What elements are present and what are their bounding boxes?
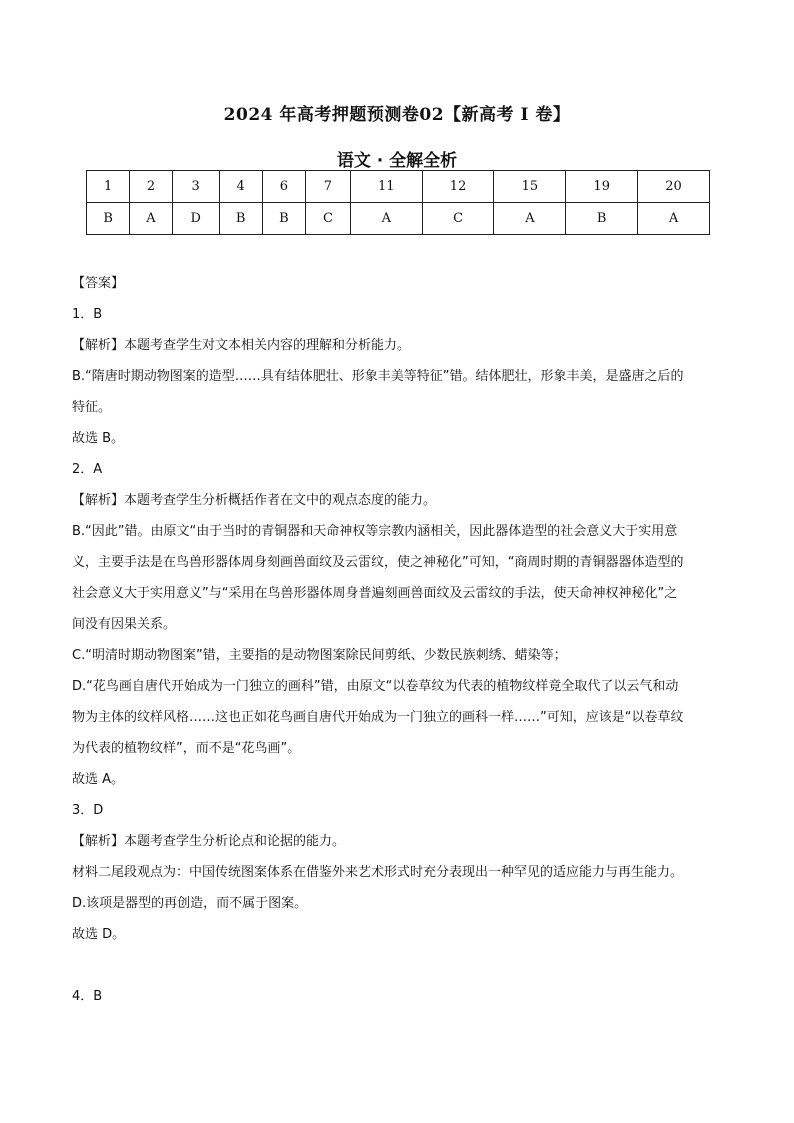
analysis-line: 【解析】本题考查学生分析概括作者在文中的观点态度的能力。 [72,493,437,508]
question-number-cell: 3 [172,171,219,203]
answer-cell: B [566,203,638,235]
answer-cell: C [306,203,351,235]
conclusion-line: 故选 D。 [72,927,126,942]
question-label: 1．B [72,307,103,322]
paragraph-line: 社会意义大于实用意义”与“采用在鸟兽形器体周身普遍刻画兽面纹及云雷纹的手法，使天命神权神秘化”之 [72,586,678,601]
conclusion-line: 故选 A。 [72,772,125,787]
question-number-cell: 11 [350,171,422,203]
paragraph-line: 物为主体的纹样风格……这也正如花鸟画自唐代开始成为一门独立的画科一样……”可知，应该是“以卷草纹 [72,710,684,725]
paragraph-line: 间没有因果关系。 [72,617,177,632]
paragraph-line: D.该项是器型的再创造，而不属于图案。 [72,896,308,911]
analysis-line: 【解析】本题考查学生对文本相关内容的理解和分析能力。 [72,338,411,353]
paragraph-line: B.“隋唐时期动物图案的造型……具有结体肥壮、形象丰美等特征”错。结体肥壮，形象丰美，是盛唐之后的 [72,369,684,384]
paragraph-line: 义，主要手法是在鸟兽形器体周身刻画兽面纹及云雷纹，使之神秘化”可知，“商周时期的青铜器器体造型的 [72,555,684,570]
question-number-cell: 7 [306,171,351,203]
question-number-cell: 1 [87,171,130,203]
question-number-cell: 15 [494,171,566,203]
question-label: 2．A [72,462,103,477]
paragraph-line: 材料二尾段观点为：中国传统图案体系在借鉴外来艺术形式时充分表现出一种罕见的适应能力与再生能力。 [72,865,684,880]
answer-cell: D [172,203,219,235]
answer-cell: B [87,203,130,235]
paragraph-line: 为代表的植物纹样”，而不是“花鸟画”。 [72,741,301,756]
answer-cell: A [130,203,173,235]
question-number-cell: 19 [566,171,638,203]
document-title: 2024 年高考押题预测卷02【新高考 I 卷】 [223,105,571,125]
analysis-content [72,268,727,1012]
answer-row [87,203,710,235]
question-number-row [87,171,710,203]
question-number-cell: 6 [262,171,305,203]
analysis-line: 【解析】本题考查学生分析论点和论据的能力。 [72,834,346,849]
answer-cell: C [422,203,494,235]
answer-cell: A [350,203,422,235]
paragraph-line: C.“明清时期动物图案”错，主要指的是动物图案除民间剪纸、少数民族刺绣、蜡染等； [72,648,567,663]
conclusion-line: 故选 B。 [72,431,125,446]
question-number-cell: 4 [219,171,262,203]
paragraph-line: 特征。 [72,400,112,415]
question-number-cell: 2 [130,171,173,203]
question-number-cell: 12 [422,171,494,203]
document-subtitle: 语文 · 全解全析 [336,151,458,171]
blank-gap [72,950,727,981]
answer-cell: B [262,203,305,235]
question-label: 3．D [72,803,104,818]
paragraph-line: B.“因此”错。由原文“由于当时的青铜器和天命神权等宗教内涵相关，因此器体造型的社会意义大于实用意 [72,524,678,539]
question-label: 4．B [72,989,103,1004]
answer-cell: A [494,203,566,235]
answer-cell: A [638,203,710,235]
paragraph-line: D.“花鸟画自唐代开始成为一门独立的画科”错，由原文“以卷草纹为代表的植物纹样竟全取代了以云气和动 [72,679,679,694]
question-number-cell: 20 [638,171,710,203]
answer-heading: 【答案】 [72,276,125,291]
answer-table [86,170,710,235]
answer-cell: B [219,203,262,235]
